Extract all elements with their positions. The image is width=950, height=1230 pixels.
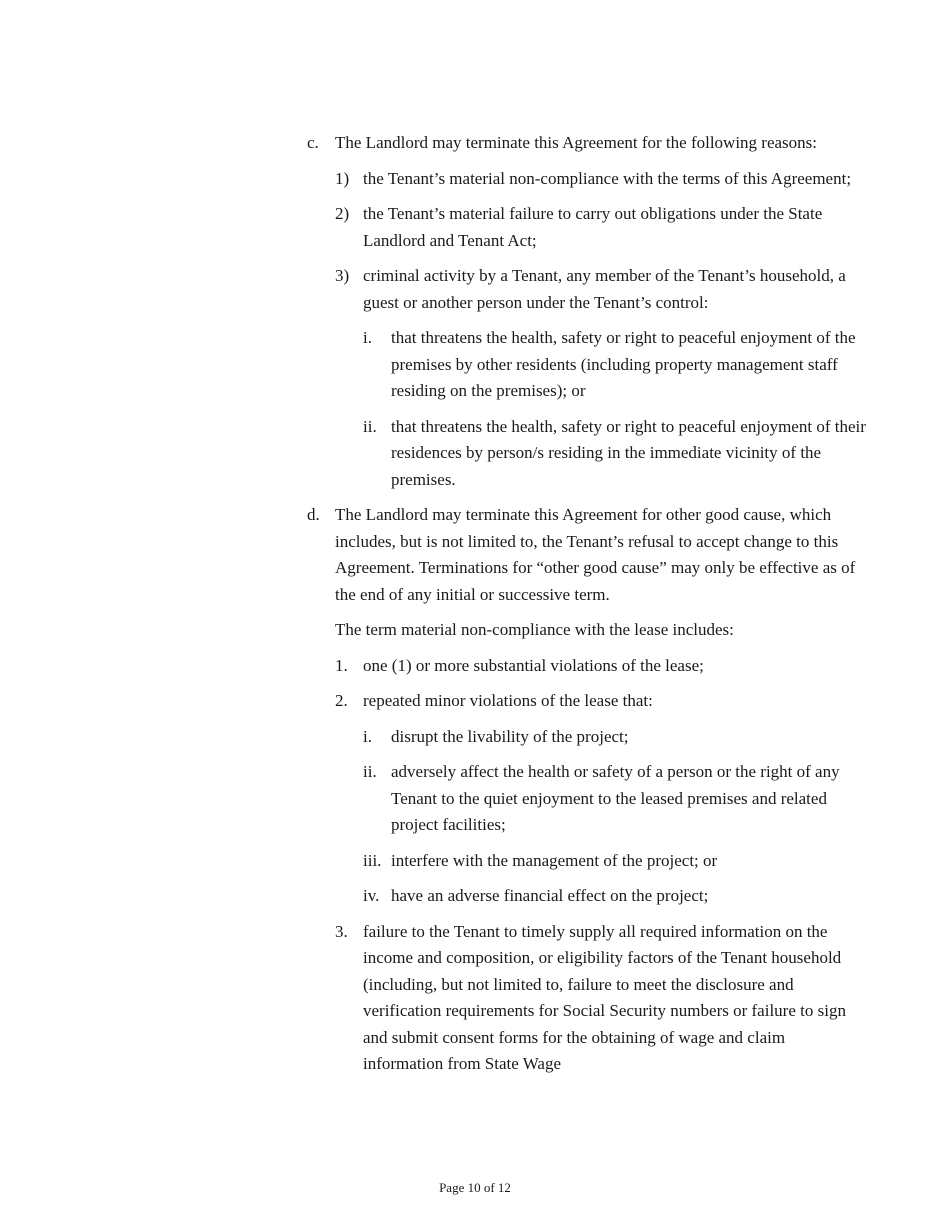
- document-body: [307, 130, 867, 1087]
- page-number: Page 10 of 12: [439, 1180, 511, 1195]
- noncompliance-1: [335, 653, 867, 680]
- clause-c-1: [335, 166, 867, 193]
- list-item-text: interfere with the management of the project; or: [391, 850, 718, 870]
- list-item-text: have an adverse financial effect on the project;: [391, 886, 709, 905]
- clause-c-3: [335, 263, 867, 316]
- list-marker: c.: [307, 133, 319, 152]
- list-item-text: disrupt the livability of the project;: [391, 726, 629, 746]
- list-item-text: that threatens the health, safety or right to peaceful enjoyment of their residences by person/s residing in the immediate vicinity of the premises.: [391, 416, 866, 489]
- clause-c-3-i: [363, 325, 867, 405]
- noncompliance-2-iv: [363, 883, 867, 910]
- list-item-text: criminal activity by a Tenant, any member of the Tenant’s household, a guest or another person under the Tenant’s control:: [363, 266, 846, 312]
- noncompliance-2-i: [363, 724, 867, 751]
- list-item-text: The Landlord may terminate this Agreement for the following reasons:: [335, 133, 818, 152]
- list-marker: i.: [363, 726, 372, 746]
- list-marker: 1.: [335, 655, 348, 675]
- list-item-text: one (1) or more substantial violations of the lease;: [363, 655, 704, 675]
- list-item-text: adversely affect the health or safety of a person or the right of any Tenant to the quiet enjoyment to the leased premises and related project facilities;: [391, 762, 840, 834]
- material-noncompliance-intro: [335, 617, 867, 644]
- list-marker: i.: [363, 328, 372, 347]
- list-marker: ii.: [363, 762, 377, 781]
- list-marker: 2.: [335, 691, 348, 710]
- paragraph-text: The term material non-compliance with the lease includes:: [335, 620, 734, 639]
- list-marker: iv.: [363, 886, 380, 905]
- list-item-text: the Tenant’s material non-compliance with the terms of this Agreement;: [363, 168, 852, 188]
- noncompliance-2-ii: [363, 759, 867, 839]
- noncompliance-3: [335, 919, 867, 1078]
- list-marker: 2): [335, 204, 350, 223]
- list-item-text: that threatens the health, safety or right to peaceful enjoyment of the premises by other residents (including property management staff residing on the premises); or: [391, 328, 856, 400]
- list-marker: 3): [335, 266, 350, 285]
- list-marker: ii.: [363, 416, 377, 436]
- list-item-text: repeated minor violations of the lease that:: [363, 691, 653, 710]
- list-item-text: The Landlord may terminate this Agreement for other good cause, which includes, but is not limited to, the Tenant’s refusal to accept change to this Agreement. Terminations for “other good cause” may only be effective as of the end of any initial or successive term.: [335, 505, 856, 604]
- list-item-text: failure to the Tenant to timely supply all required information on the income and composition, or eligibility factors of the Tenant household (including, but not limited to, failure to meet the disclosure and verification requirements for Social Security numbers or failure to sign and submit consent forms for the obtaining of wage and claim information from State Wage: [363, 921, 846, 1073]
- noncompliance-2-iii: [363, 848, 867, 875]
- list-marker: iii.: [363, 850, 382, 870]
- clause-c: [307, 130, 867, 157]
- clause-d: [307, 502, 867, 608]
- clause-c-2: [335, 201, 867, 254]
- list-item-text: the Tenant’s material failure to carry out obligations under the State Landlord and Tenant Act;: [363, 204, 823, 250]
- noncompliance-2: [335, 688, 867, 715]
- clause-c-3-ii: [363, 414, 867, 494]
- list-marker: 3.: [335, 921, 348, 941]
- list-marker: d.: [307, 505, 320, 524]
- list-marker: 1): [335, 168, 350, 188]
